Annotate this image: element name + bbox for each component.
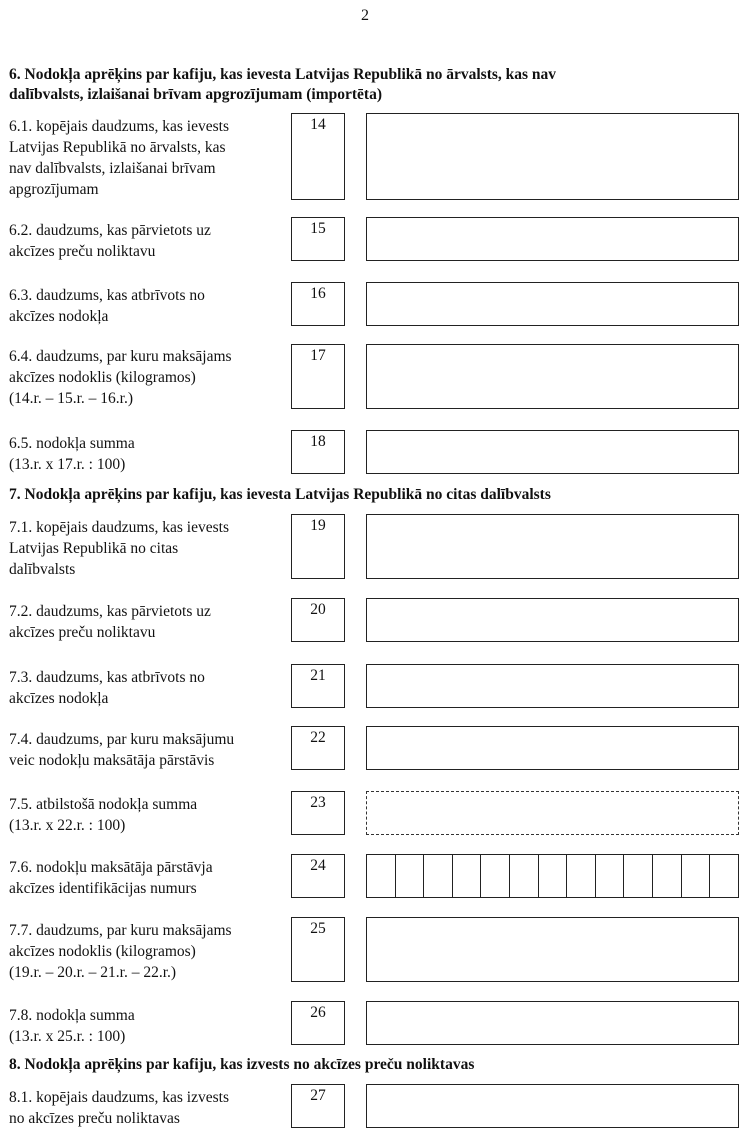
row-number-box: 18: [291, 430, 345, 474]
id-digit-cell[interactable]: [682, 855, 711, 897]
row-number-box: 25: [291, 917, 345, 982]
label-line: 6.4. daudzums, par kuru maksājams: [9, 348, 232, 365]
label-line: akcīzes nodoklis (kilogramos): [9, 369, 196, 386]
id-digit-cell[interactable]: [596, 855, 625, 897]
label-line: 8.1. kopējais daudzums, kas izvests: [9, 1089, 229, 1106]
heading-line: 6. Nodokļa aprēķins par kafiju, kas ievesta Latvijas Republikā no ārvalsts, kas nav: [9, 66, 557, 83]
id-digit-cell[interactable]: [424, 855, 453, 897]
label-line: no akcīzes preču noliktavas: [9, 1110, 180, 1127]
label-line: 7.2. daudzums, kas pārvietots uz: [9, 603, 211, 620]
heading-line: dalībvalsts, izlaišanai brīvam apgrozījumam (importēta): [9, 86, 382, 103]
row-15-value-field[interactable]: [366, 217, 739, 261]
label-line: 7.4. daudzums, par kuru maksājumu: [9, 731, 235, 748]
id-digit-cell[interactable]: [653, 855, 682, 897]
id-digit-cell[interactable]: [367, 855, 396, 897]
row-number-box: 19: [291, 514, 345, 579]
row-14-value-field[interactable]: [366, 113, 739, 200]
label-line: Latvijas Republikā no citas: [9, 540, 179, 557]
label-line: 7.8. nodokļa summa: [9, 1007, 135, 1024]
label-line: akcīzes identifikācijas numurs: [9, 880, 197, 897]
row-25-value-field[interactable]: [366, 917, 739, 982]
label-line: 7.6. nodokļu maksātāja pārstāvja: [9, 859, 213, 876]
label-line: dalībvalsts: [9, 561, 76, 578]
label-line: akcīzes nodokļa: [9, 690, 109, 707]
row-16-label: [9, 285, 289, 327]
row-number-box: 14: [291, 113, 345, 200]
label-line: 7.3. daudzums, kas atbrīvots no: [9, 669, 205, 686]
section-8-heading: [9, 1055, 474, 1075]
row-17-value-field[interactable]: [366, 344, 739, 409]
label-line: 6.1. kopējais daudzums, kas ievests: [9, 118, 229, 135]
row-number-box: 26: [291, 1001, 345, 1045]
row-26-label: [9, 1005, 289, 1047]
label-line: (19.r. – 20.r. – 21.r. – 22.r.): [9, 964, 177, 981]
row-15-label: [9, 220, 289, 262]
row-20-label: [9, 601, 289, 643]
row-17-label: [9, 346, 289, 409]
label-line: 7.5. atbilstošā nodokļa summa: [9, 796, 198, 813]
row-number-box: 20: [291, 598, 345, 642]
row-18-label: [9, 433, 289, 475]
id-digit-cell[interactable]: [539, 855, 568, 897]
label-line: apgrozījumam: [9, 181, 99, 198]
section-7-heading: [9, 485, 551, 505]
id-digit-cell[interactable]: [510, 855, 539, 897]
row-16-value-field[interactable]: [366, 282, 739, 326]
row-18-value-field[interactable]: [366, 430, 739, 474]
label-line: nav dalībvalsts, izlaišanai brīvam: [9, 160, 216, 177]
heading-line: 7. Nodokļa aprēķins par kafiju, kas ievesta Latvijas Republikā no citas dalībvalsts: [9, 486, 551, 503]
row-21-value-field[interactable]: [366, 664, 739, 708]
row-24-label: [9, 857, 289, 899]
row-19-value-field[interactable]: [366, 514, 739, 579]
row-22-value-field[interactable]: [366, 726, 739, 770]
label-line: akcīzes nodoklis (kilogramos): [9, 943, 196, 960]
label-line: Latvijas Republikā no ārvalsts, kas: [9, 139, 226, 156]
row-21-label: [9, 667, 289, 709]
page-number: 2: [361, 7, 369, 24]
row-number-box: 16: [291, 282, 345, 326]
section-6-heading: [9, 65, 556, 105]
label-line: akcīzes nodokļa: [9, 308, 109, 325]
id-digit-cell[interactable]: [481, 855, 510, 897]
row-23-value-field[interactable]: [366, 791, 739, 835]
row-number-box: 15: [291, 217, 345, 261]
label-line: akcīzes preču noliktavu: [9, 624, 156, 641]
row-number-box: 21: [291, 664, 345, 708]
row-23-label: [9, 794, 289, 836]
label-line: akcīzes preču noliktavu: [9, 243, 156, 260]
row-number-box: 23: [291, 791, 345, 835]
id-digit-cell[interactable]: [624, 855, 653, 897]
row-25-label: [9, 920, 289, 983]
row-27-value-field[interactable]: [366, 1084, 739, 1128]
id-digit-cell[interactable]: [453, 855, 482, 897]
heading-line: 8. Nodokļa aprēķins par kafiju, kas izvests no akcīzes preču noliktavas: [9, 1056, 475, 1073]
row-26-value-field[interactable]: [366, 1001, 739, 1045]
id-number-grid: [366, 854, 739, 898]
label-line: (14.r. – 15.r. – 16.r.): [9, 390, 133, 407]
label-line: 6.3. daudzums, kas atbrīvots no: [9, 287, 205, 304]
label-line: (13.r. x 25.r. : 100): [9, 1028, 126, 1045]
row-14-label: [9, 116, 289, 200]
label-line: (13.r. x 17.r. : 100): [9, 456, 126, 473]
row-number-box: 24: [291, 854, 345, 898]
row-22-label: [9, 729, 289, 771]
id-digit-cell[interactable]: [567, 855, 596, 897]
label-line: 6.2. daudzums, kas pārvietots uz: [9, 222, 211, 239]
id-digit-cell[interactable]: [396, 855, 425, 897]
row-number-box: 27: [291, 1084, 345, 1128]
row-number-box: 22: [291, 726, 345, 770]
label-line: veic nodokļu maksātāja pārstāvis: [9, 752, 215, 769]
row-19-label: [9, 517, 289, 580]
row-number-box: 17: [291, 344, 345, 409]
row-20-value-field[interactable]: [366, 598, 739, 642]
id-digit-cell[interactable]: [710, 855, 738, 897]
label-line: 7.1. kopējais daudzums, kas ievests: [9, 519, 229, 536]
label-line: 6.5. nodokļa summa: [9, 435, 135, 452]
label-line: (13.r. x 22.r. : 100): [9, 817, 126, 834]
row-27-label: [9, 1087, 289, 1129]
label-line: 7.7. daudzums, par kuru maksājams: [9, 922, 232, 939]
